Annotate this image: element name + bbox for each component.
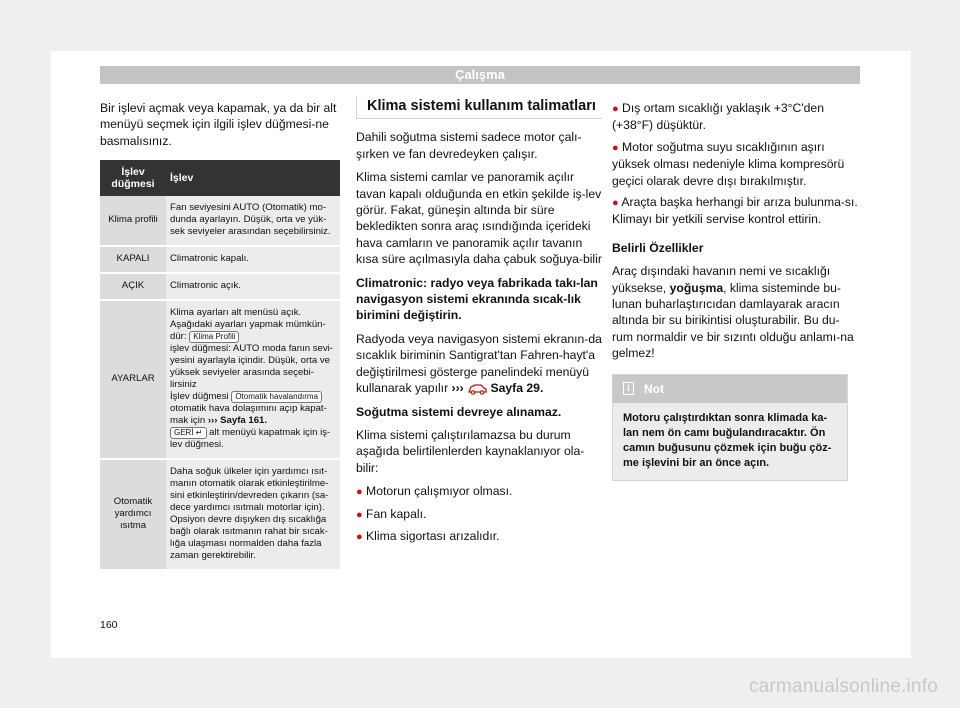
table-row [100,246,340,273]
info-icon: i [623,382,634,395]
back-key: GERİ ↵ [170,427,207,439]
settings-text-3: İşlev düğmesi [170,391,229,402]
table-row [100,300,340,459]
auto-ventilation-key: Otomatik havalandırma [231,391,322,403]
list-item: ● Fan kapalı. [356,506,427,521]
paragraph: Araç dışındaki havanın nemi ve sıcaklığı yüksekse, yoğuşma, klima sisteminde bu-lunan buharlaştırıcıdan damlayarak aracın altında bir su birikintisi oluşturabilir. Bu du-rum normaldir ve bir sızıntı olduğu anlamı-na gelmez! [612,264,854,361]
page-reference: Sayfa 29. [490,381,544,396]
note-label: Not [644,381,664,396]
note-header [613,375,847,403]
return-arrow-icon: ↵ [195,428,203,437]
table-cell-key: KAPALI [100,246,166,273]
table-header-function: İşlev [166,160,340,196]
section-title: Klima sistemi kullanım talimatları [356,96,602,119]
list-item: ● Araçta başka herhangi bir arıza bulunma-sı. Klimayı bir yetkili servise kontrol ettirin. [612,195,858,227]
subheading: Climatronic: radyo veya fabrikada takı-lan navigasyon sistemi ekranında sıcak-lık birimini değiştirin. [356,275,598,323]
paragraph: Klima sistemi camlar ve panoramik açılır tavan kapalı olduğunda en etkin şekilde iş-lev görür. Fakat, güneşin altında bir süre bekledikten sonra araç ısındığında içerideki hava camların ve panoramik açılır tavanın kısa süre açılmasıyla daha çabuk soğuya-bilir [356,170,602,267]
subheading: Soğutma sistemi devreye alınamaz. [356,404,562,419]
paragraph: Klima sistemi çalıştırılamazsa bu durum aşağıda belirtilenlerden kaynaklanıyor ola-bilir: [356,427,585,475]
bullet-icon: ● [612,197,619,210]
paragraph: Radyoda veya navigasyon sistemi ekranın-da sıcaklık biriminin Santigrat'tan Fahren-hayt'a değiştirilmesi gösterge panelindeki menüyü kullanarak yapılır ››› Sayfa 29. [356,331,602,396]
settings-text-1: Klima ayarları alt menüsü açık. Aşağıdaki ayarları yapmak mümkün-dür: [170,307,326,342]
table-cell-text: Climatronic kapalı. [166,246,340,273]
note-box [612,374,848,481]
reference-arrow-icon: ››› [207,415,218,426]
table-cell-key: Otomatik yardımcı ısıtma [100,459,166,570]
function-table [100,160,340,571]
section-header: Çalışma [100,66,860,84]
table-row [100,196,340,246]
table-header-key: İşlev düğmesi [100,160,166,196]
bullet-icon: ● [356,508,363,521]
subheading: Belirli Özellikler [612,240,704,255]
table-cell-key: AYARLAR [100,300,166,459]
bullet-icon: ● [356,530,363,543]
table-row [100,273,340,300]
warning-car-icon [467,382,487,395]
bullet-icon: ● [612,103,619,115]
table-cell-key: Klima profili [100,196,166,246]
column-right [612,100,860,481]
settings-text-2: işlev düğmesi: AUTO moda fanın sevi-yesini ayarlayla içindir. Düşük, orta ve yüksek seviyeler arasında seçebi-lirsiniz [170,343,333,390]
bullet-icon: ● [612,141,619,154]
table-cell-text [166,300,340,459]
list-item: ● Klima sigortası arızalıdır. [356,528,500,543]
page-number: 160 [100,619,118,631]
table-cell-text: Daha soğuk ülkeler için yardımcı ısıt-manın otomatik olarak etkinleştirilme-sini etkinleştirin/devreden çıkarın (sa-dece yardımcı ısıtmalı motorlar için). Opsiyon devre dışıyken dış sıcaklığa bağlı olarak ısıtmanın rahat bir sıcak-lığa ulaşması normalden daha fazla zaman gerektirebilir. [166,459,340,570]
intro-text: Bir işlevi açmak veya kapamak, ya da bir alt menüyü seçmek için ilgili işlev düğmesi-ne basmalısınız. [100,101,337,148]
list-item: ● Dış ortam sıcaklığı yaklaşık +3°C'den (+38°F) düşüktür. [612,101,824,133]
list-item: ● Motorun çalışmıyor olması. [356,484,513,499]
reference-arrow-icon: ››› [451,381,464,396]
column-middle [356,96,602,550]
emphasis: yoğuşma [669,280,724,295]
note-text: Motoru çalıştırdıktan sonra klimada ka-lan nem ön camı buğulandıracaktır. Ön camın buğusunu çözmek için buğu çöz-me işlevini bir an önce açın. [623,412,832,470]
climate-profile-key: Klima Profili [189,331,239,343]
paragraph: Dahili soğutma sistemi sadece motor çalı-şırken ve fan devredeyken çalışır. [356,130,582,161]
list-item: ● Motor soğutma suyu sıcaklığının aşırı yüksek olması nedeniyle klima kompresörü geçici olarak devre dışı bırakılmıştır. [612,139,845,188]
page-reference: Sayfa 161. [220,415,268,426]
settings-text-5: alt menüyü kapatmak için iş-lev düğmesi. [170,427,331,450]
table-row [100,459,340,570]
table-header-row [100,160,340,196]
column-left [100,100,340,156]
settings-text-4: otomatik hava dolaşımını açıp kapat-mak için [170,403,327,426]
table-cell-text: Fan seviyesini AUTO (Otomatik) mo-dunda ayarlayın. Düşük, orta ve yük-sek seviyeler arasından seçebilirsiniz. [166,196,340,246]
bullet-icon: ● [356,486,363,499]
table-cell-text: Climatronic açık. [166,273,340,300]
table-cell-key: AÇIK [100,273,166,300]
watermark: carmanualsonline.info [748,676,938,697]
